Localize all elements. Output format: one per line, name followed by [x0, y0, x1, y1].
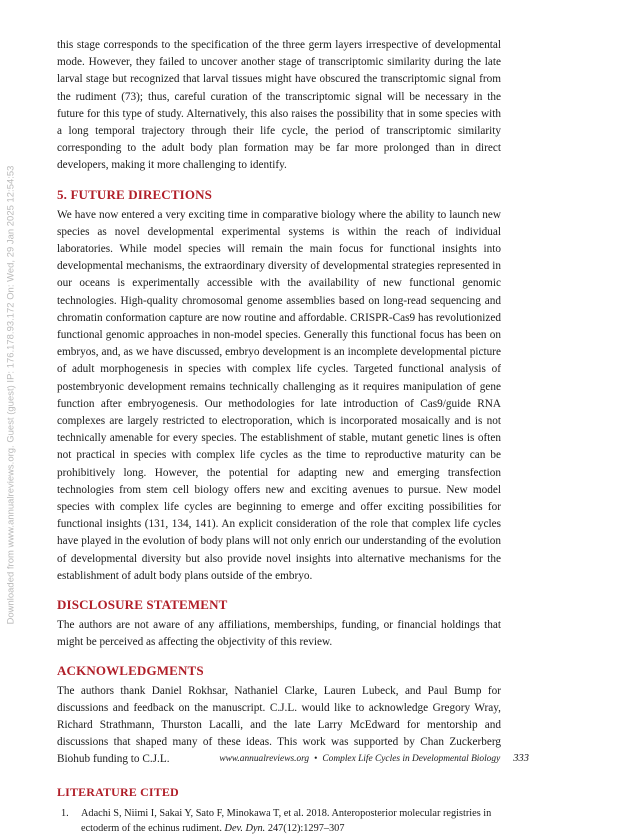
acknowledgments-body: The authors thank Daniel Rokhsar, Nathaniel Clarke, Lauren Lubeck, and Paul Bump for discussions and feedback on the manuscript. C.J.L. would like to acknowledge Gregory Wray, Richard Strathmann, Thurston Lacalli, and the late Larry McEdward for mentorship and discussions that shaped many of these ideas. This work was supported by Chan Zuckerberg Biohub funding to C.J.L.: [57, 684, 501, 766]
article-column: [57, 37, 501, 836]
literature-cited-heading: LITERATURE CITED: [57, 784, 179, 799]
disclosure-heading: DISCLOSURE STATEMENT: [57, 597, 228, 613]
future-directions-heading: 5. FUTURE DIRECTIONS: [57, 186, 213, 202]
page-number: 333: [513, 753, 529, 764]
intro-paragraph: this stage corresponds to the specification of the three germ layers irrespective of developmental mode. However, they failed to uncover another stage of transcriptomic similarity during the late larval stage but recognized that larval tissues might have obscured the transcriptomic signal from the rudiment (73); thus, careful curation of the transcriptomic signal will be necessary in the future for this type of study. Alternatively, this also raises the possibility that in some species with a long temporal trajectory through their life cycle, the period of transcriptomic similarity corresponding to the adult body plan formation may be far more prolonged than in direct developers, making it more challenging to identify.: [57, 39, 501, 172]
acknowledgments-heading: ACKNOWLEDGMENTS: [57, 662, 204, 678]
footer-journal-title: Complex Life Cycles in Developmental Biology: [322, 754, 501, 764]
disclosure-body: The authors are not aware of any affiliations, memberships, funding, or financial holdings that might be perceived as affecting the objectivity of this review.: [57, 619, 501, 649]
reference-text: [81, 806, 501, 836]
download-watermark: [2, 150, 18, 640]
footer-url: www.annualreviews.org: [219, 754, 310, 764]
footer-separator: •: [314, 754, 318, 764]
reference-number: 1.: [61, 807, 69, 819]
reference-item: [57, 806, 501, 836]
reference-journal: Dev. Dyn.: [224, 822, 266, 834]
reference-authors-title: Adachi S, Niimi I, Sakai Y, Sato F, Minokawa T, et al. 2018. Anteroposterior molecular registries in ectoderm of the echinus rudiment.: [81, 807, 492, 834]
reference-citation: 247(12):1297–307: [265, 822, 345, 834]
future-directions-body: We have now entered a very exciting time in comparative biology where the ability to launch new species as novel developmental experimental systems is within the reach of individual laboratories. While model species will remain the main focus for functional insights into developmental mechanisms, the extraordinary diversity of developmental strategies represented in our oceans is experimentally accessible with the availability of new functional genomic technologies. High-quality chromosomal genome assemblies based on long-read sequencing and chromatin conformation capture are now routine and affordable. CRISPR-Cas9 has revolutionized functional genomic approaches in non-model species. Generally this functional focus has been on embryos, and, as we have discussed, embryo development is an incomplete developmental picture of adult morphogenesis in species with complex life cycles. Targeted functional analysis of postembryonic development remains technically challenging as it requires manipulation of gene function after embryogenesis. Our methodologies for late introduction of Cas9/guide RNA complexes are largely restricted to electroporation, which is incorporated mosaically and is not technically amenable for every species. The establishment of stable, mutant genetic lines is often not practical in species with complex life cycles as the time to reproductive maturity can be prohibitively long. However, the potential for adapting new and emerging transfection technologies from stem cell biology offers new and exciting avenues to pursue. New model species with complex life cycles are beginning to emerge and offer exciting possibilities for functional insights (131, 134, 141). An explicit consideration of the role that complex life cycles have played in the evolution of body plans will not only enrich our understanding of the evolution of developmental diversity but also provide novel insights into alternative mechanisms for the establishment of adult body plans outside of the embryo.: [57, 208, 501, 582]
page-footer: [57, 753, 529, 764]
watermark-text: Downloaded from www.annualreviews.org. Guest (guest) IP: 176.178.93.172 On: Wed, 29 Jan 2025 12:54:53: [4, 165, 16, 625]
